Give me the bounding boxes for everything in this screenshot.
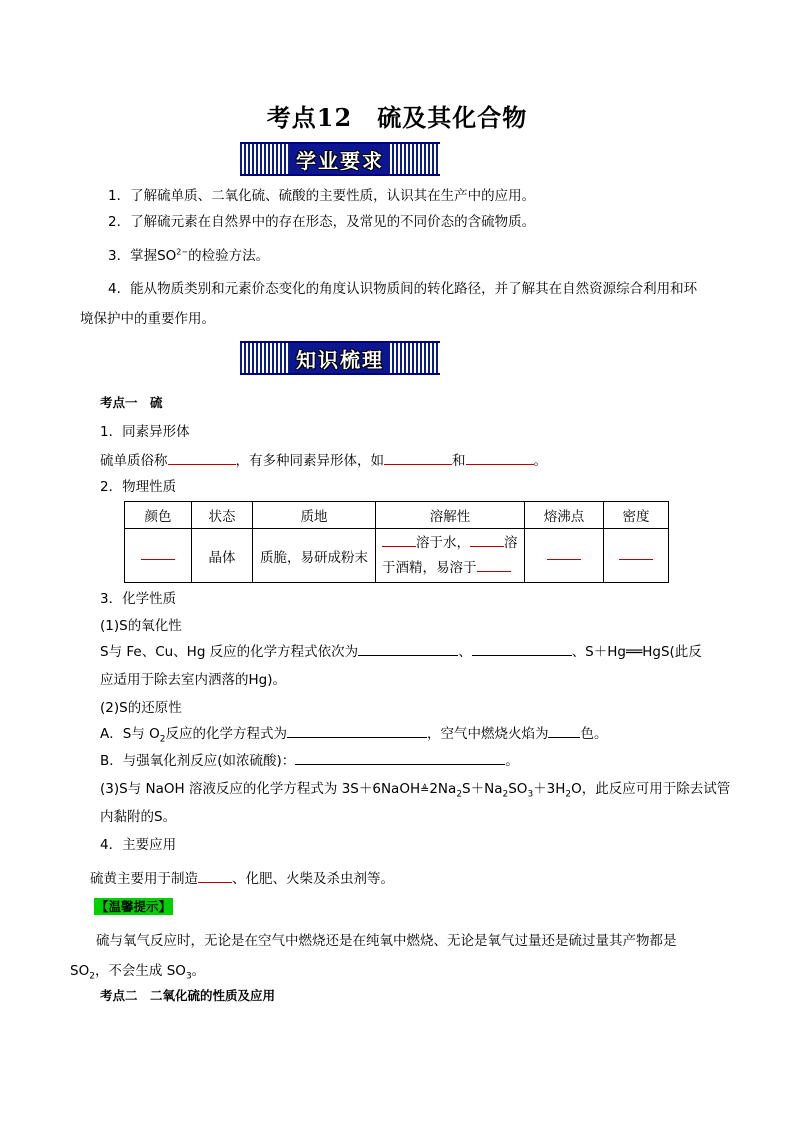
- th-color: 颜色: [125, 502, 192, 529]
- naoh-line-2: 内黏附的S。: [100, 809, 177, 825]
- blank[interactable]: [358, 643, 458, 656]
- section-head-1: 考点一 硫: [100, 395, 163, 410]
- td-state: 晶体: [192, 529, 253, 583]
- th-density: 密度: [604, 502, 669, 529]
- req-2: 2．了解硫元素在自然界中的存在形态，及常见的不同价态的含硫物质。: [108, 214, 536, 230]
- line-allotrope: 硫单质俗称 ，有多种同素异形体，如 和 。: [100, 453, 547, 469]
- section-head-2: 考点二 二氧化硫的性质及应用: [100, 988, 276, 1003]
- banner-xueye: [240, 142, 440, 176]
- use-line: 硫黄主要用于制造 、化肥、火柴及杀虫剂等。: [90, 871, 394, 887]
- blank[interactable]: [548, 725, 580, 738]
- blank[interactable]: [472, 643, 572, 656]
- blank[interactable]: [295, 752, 505, 765]
- tip-text-1: 硫与氧气反应时，无论是在空气中燃烧还是在纯氧中燃烧、无论是氧气过量还是硫过量其产物都是: [96, 933, 677, 949]
- oxidizing-head: (1)S的氧化性: [100, 618, 182, 634]
- req-4a: 4．能从物质类别和元素价态变化的角度认识物质间的转化路径，并了解其在自然资源综合利用和环: [108, 281, 698, 297]
- sub-1: 1．同素异形体: [100, 424, 190, 440]
- req-4b: 境保护中的重要作用。: [80, 311, 215, 327]
- blank[interactable]: [466, 452, 534, 465]
- td-solubility: 溶于水， 溶 于酒精，易溶于: [376, 529, 525, 583]
- td-melting: [525, 529, 604, 583]
- page-title: 考点12 硫及其化合物: [266, 103, 528, 132]
- blank[interactable]: [384, 452, 452, 465]
- req-1: 1．了解硫单质、二氧化硫、硫酸的主要性质，认识其在生产中的应用。: [108, 188, 536, 204]
- th-texture: 质地: [253, 502, 376, 529]
- blank[interactable]: [382, 534, 416, 547]
- sub-2: 2．物理性质: [100, 479, 177, 495]
- blank[interactable]: [198, 870, 232, 883]
- banner-zhishi: [240, 341, 440, 375]
- td-density: [604, 529, 669, 583]
- th-melting: 熔沸点: [525, 502, 604, 529]
- oxidizing-line: S与 Fe、Cu、Hg 反应的化学方程式依次为 、 、S＋Hg══HgS(此反: [100, 644, 702, 660]
- th-state: 状态: [192, 502, 253, 529]
- sub-4: 4．主要应用: [100, 837, 177, 853]
- blank[interactable]: [477, 559, 511, 572]
- tip-text-2: $SO_2$，不会生成 $SO_3$。: [70, 963, 206, 982]
- tip-label: 【温馨提示】: [96, 899, 172, 914]
- td-texture: 质脆，易研成粉末: [253, 529, 376, 583]
- blank[interactable]: [168, 452, 236, 465]
- sub-3: 3．化学性质: [100, 591, 177, 607]
- th-solubility: 溶解性: [376, 502, 525, 529]
- physical-property-table: [124, 501, 669, 583]
- blank[interactable]: [470, 534, 504, 547]
- reducing-head: (2)S的还原性: [100, 700, 182, 716]
- naoh-line: (3)S与 NaOH 溶液反应的化学方程式为 $3S+6NaOH≜2Na_2S+Na_2SO_3+3H_2O$，此反应可用于除去试管: [100, 781, 731, 800]
- reducing-a: A．S与 $O_2$反应的化学方程式为 ，空气中燃烧火焰为 色。: [100, 726, 608, 745]
- banner-xueye-text: 学业要求: [296, 148, 384, 173]
- blank[interactable]: [287, 725, 427, 738]
- blank[interactable]: [141, 547, 175, 560]
- req-3: 3．掌握$SO^{2-}$的检验方法。: [108, 247, 270, 264]
- blank[interactable]: [619, 547, 653, 560]
- reducing-b: B．与强氧化剂反应(如浓硫酸)： 。: [100, 753, 519, 769]
- oxidizing-note: 应适用于除去室内洒落的Hg)。: [100, 672, 286, 688]
- blank[interactable]: [547, 547, 581, 560]
- banner-zhishi-text: 知识梳理: [296, 347, 384, 372]
- td-color: [125, 529, 192, 583]
